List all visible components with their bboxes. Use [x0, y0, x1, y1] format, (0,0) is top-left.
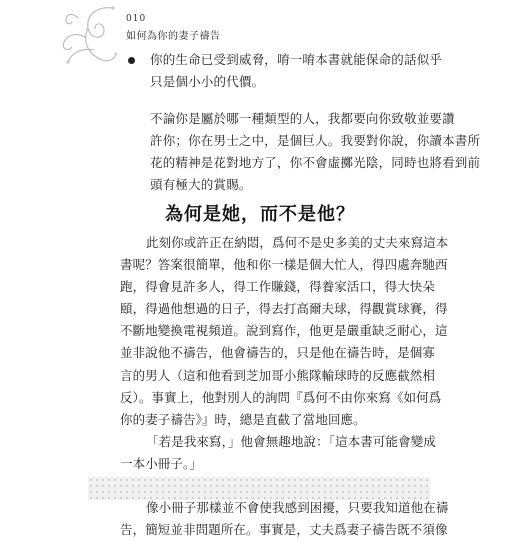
text-line: 此刻你或許正在納悶，爲何不是史多美的丈夫來寫這本	[146, 235, 449, 250]
running-head-title: 如何為你的妻子禱告	[126, 31, 221, 42]
bottom-decorative-band	[88, 477, 430, 500]
text-line: 不論你是屬於哪一種類型的人，我都要向你致敬並要讚	[150, 111, 455, 126]
bullet-dot-icon	[128, 57, 135, 64]
text-line: 跑，得會見許多人，得工作賺錢，得養家活口，得大快朵	[120, 279, 436, 295]
text-line: 頤，得過他想過的日子，得去打高爾夫球，得觀賞球賽，得	[120, 301, 448, 317]
text-line: 不斷地變換電視頻道。說到寫作，他更是嚴重缺乏耐心，這	[120, 323, 448, 339]
bullet-paragraph	[150, 49, 443, 93]
text-line: 只是個小小的代價。	[150, 74, 265, 89]
text-line: 你的生命已受到威脅，唷一唷本書就能保命的話似乎	[150, 52, 443, 67]
text-line: 許你；你在男士之中，是個巨人。我要對你說，你讀本書所	[150, 133, 481, 148]
floral-swirl-icon	[58, 2, 120, 68]
text-line: 花的精神是花對地方了，你不會虛擲光陰，同時也將看到前	[150, 155, 481, 170]
text-line: 你的妻子禱告》』時，總是直截了當地回應。	[120, 411, 366, 427]
text-line: 「若是我來寫，」他會無趣地說：「這本書可能會變成	[146, 433, 436, 449]
text-line: 反）。事實上，他對別人的詢問『爲何不由你來寫《如何爲	[120, 389, 442, 405]
text-line: 像小冊子那樣並不會使我感到困擾，只要我知道他在禱	[146, 500, 449, 516]
page-number: 010	[126, 14, 147, 24]
text-line: 頭有極大的賞賜。	[150, 177, 252, 192]
text-line: 一本小冊子。」	[120, 455, 202, 471]
text-line: 並非說他不禱告，他會禱告的，只是他在禱告時，是個寡	[120, 345, 436, 361]
intro-paragraph	[150, 108, 481, 196]
text-line: 書呢？答案很簡單，他和你一樣是個大忙人，得四處奔馳西	[120, 257, 448, 273]
text-line: 告，簡短並非問題所在。事實是，丈夫爲妻子禱告既不須像	[120, 522, 448, 538]
text-line: 言的男人（這和他看到芝加哥小熊隊輸球時的反應截然相	[120, 367, 436, 383]
section-heading: 為何是她，而不是他？	[165, 204, 355, 225]
